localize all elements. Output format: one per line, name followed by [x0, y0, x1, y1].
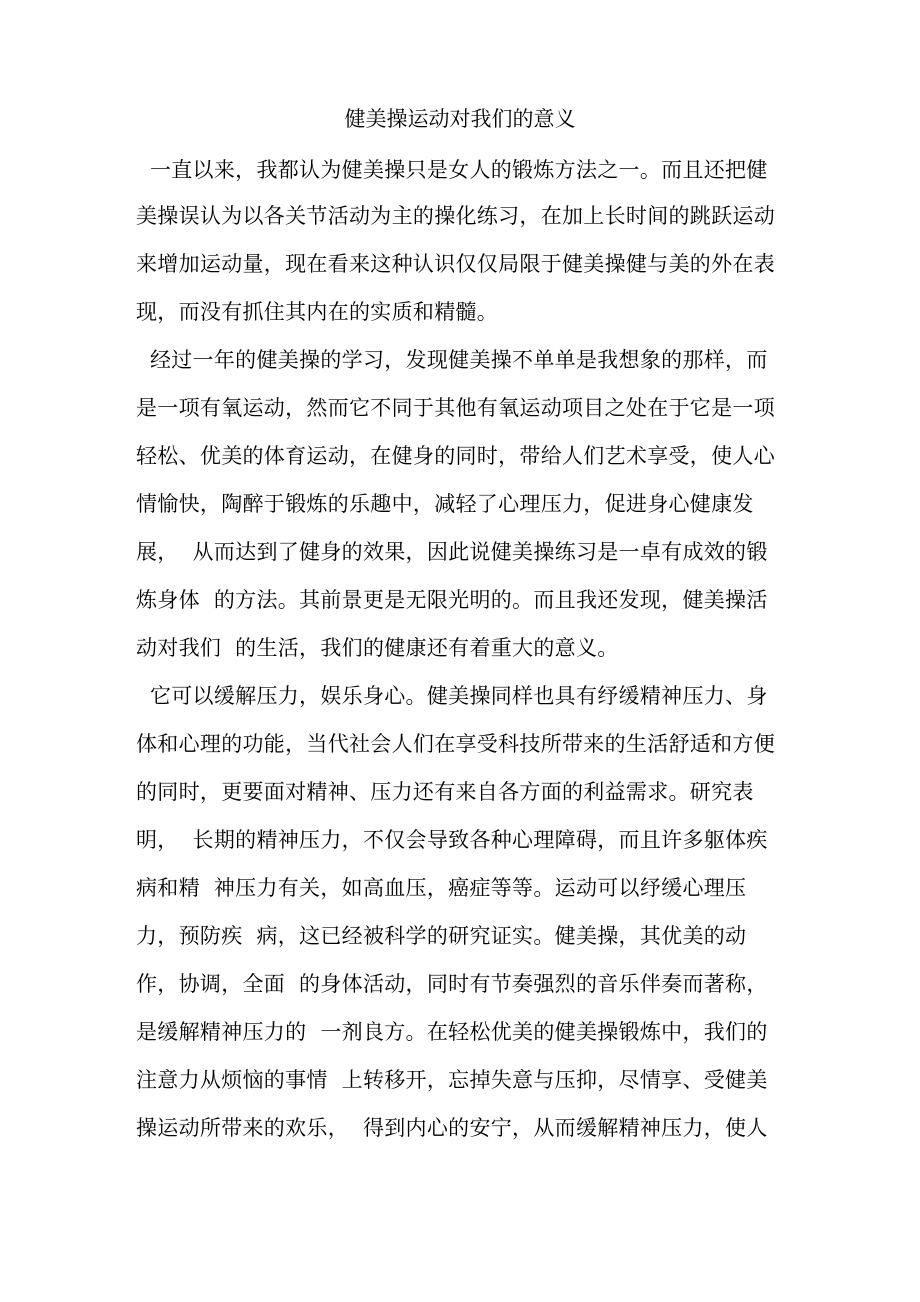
- text-line: 力，预防疾 病，这已经被科学的研究证实。健美操，其优美的动: [136, 924, 747, 948]
- text-line: 动对我们 的生活，我们的健康还有着重大的意义。: [136, 636, 619, 660]
- text-line: 炼身体 的方法。其前景更是无限光明的。而且我还发现，健美操活: [136, 588, 768, 612]
- text-line: 现，而没有抓住其内在的实质和精髓。: [136, 300, 499, 324]
- text-line: 它可以缓解压力，娱乐身心。健美操同样也具有纾缓精神压力、身: [136, 684, 768, 708]
- text-line: 来增加运动量，现在看来这种认识仅仅局限于健美操健与美的外在表: [136, 252, 775, 276]
- text-line: 情愉快，陶醉于锻炼的乐趣中，减轻了心理压力，促进身心健康发: [136, 492, 754, 516]
- text-line: 的同时，更要面对精神、压力还有来自各方面的利益需求。研究表: [136, 780, 754, 804]
- text-line: 一直以来，我都认为健美操只是女人的锻炼方法之一。而且还把健: [136, 158, 768, 182]
- text-line: 病和精 神压力有关，如高血压，癌症等等。运动可以纾缓心理压: [136, 876, 747, 900]
- text-line: 是缓解精神压力的 一剂良方。在轻松优美的健美操锻炼中，我们的: [136, 1020, 768, 1044]
- text-line: 美操误认为以各关节活动为主的操化练习，在加上长时间的跳跃运动: [136, 204, 775, 228]
- text-line: 明， 长期的精神压力，不仅会导致各种心理障碍，而且许多躯体疾: [136, 828, 768, 852]
- text-line: 作，协调，全面 的身体活动，同时有节奏强烈的音乐伴奏而著称，: [136, 972, 768, 996]
- text-line: 经过一年的健美操的学习，发现健美操不单单是我想象的那样，而: [136, 348, 768, 372]
- text-line: 是一项有氧运动，然而它不同于其他有氧运动项目之处在于它是一项: [136, 396, 775, 420]
- text-line: 体和心理的功能，当代社会人们在享受科技所带来的生活舒适和方便: [136, 732, 775, 756]
- text-line: 轻松、优美的体育运动，在健身的同时，带给人们艺术享受，使人心: [136, 444, 775, 468]
- text-line: 注意力从烦恼的事情 上转移开，忘掉失意与压抑，尽情享、受健美: [136, 1068, 768, 1092]
- document-title: 健美操运动对我们的意义: [344, 107, 576, 131]
- text-line: 展， 从而达到了健身的效果，因此说健美操练习是一卓有成效的锻: [136, 540, 768, 564]
- text-line: 操运动所带来的欢乐， 得到内心的安宁，从而缓解精神压力，使人: [136, 1116, 768, 1140]
